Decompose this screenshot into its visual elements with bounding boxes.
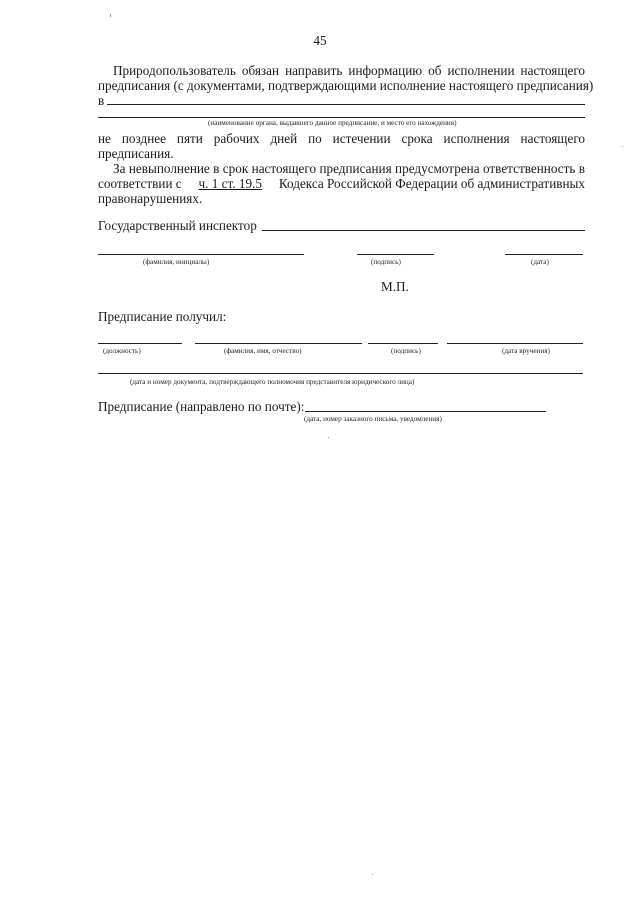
received-signature-line [368,343,438,344]
scan-speck [372,874,373,875]
para1-line1: Природопользователь обязан направить информацию об исполнении настоящего [113,63,585,78]
para2-line2-b: Кодекса Российской Федерации об административных [278,176,585,191]
para1-line2: предписания (с документами, подтверждающими исполнение настоящего предписания) [98,78,594,93]
received-signature-caption: (подпись) [391,347,421,355]
fio-caption: (фамилия, имя, отчество) [224,347,302,355]
para1-line5: предписания. [98,146,174,161]
para2-line3: правонарушениях. [98,191,203,206]
position-caption: (должность) [103,347,141,355]
fio-line [195,343,362,344]
authority-field-line-2 [98,117,585,118]
para2-line2-a: соответствии с [98,176,182,191]
delivery-date-line [447,343,583,344]
inspector-signature-caption: (подпись) [371,258,401,266]
para2-line1: За невыполнение в срок настоящего предписания предусмотрена ответственность в [113,161,585,176]
inspector-name-caption: (фамилия, инициалы) [143,258,210,266]
inspector-name-line [98,254,304,255]
scan-speck [110,14,111,17]
para1-line3-prefix: в [98,93,105,108]
para1-line4: не позднее пяти рабочих дней по истечении срока исполнения настоящего [98,131,585,146]
page-number: 45 [313,33,327,48]
inspector-date-caption: (дата) [531,258,549,266]
scan-speck [328,437,329,438]
mail-caption: (дата, номер заказного письма, уведомления) [304,415,442,423]
document-caption: (дата и номер документа, подтверждающего полномочия представителя юридического лица) [130,378,415,386]
authority-caption: (наименование органа, выдавшего данное предписание, и место его нахождения) [208,119,457,127]
mail-field-line [305,411,546,412]
inspector-signature-line [357,254,434,255]
para2-line2 [98,176,585,191]
inspector-field-line [262,230,585,231]
delivery-date-caption: (дата вручения) [502,347,550,355]
position-line [98,343,182,344]
mail-label: Предписание (направлено по почте): [98,399,305,414]
authority-field-line [107,104,585,105]
inspector-date-line [505,254,583,255]
scan-speck [622,146,623,147]
received-label: Предписание получил: [98,309,227,324]
law-article-link[interactable]: ч. 1 ст. 19.5 [198,176,262,191]
stamp-place: М.П. [381,279,409,294]
document-line [98,373,583,374]
inspector-label: Государственный инспектор [98,218,257,233]
